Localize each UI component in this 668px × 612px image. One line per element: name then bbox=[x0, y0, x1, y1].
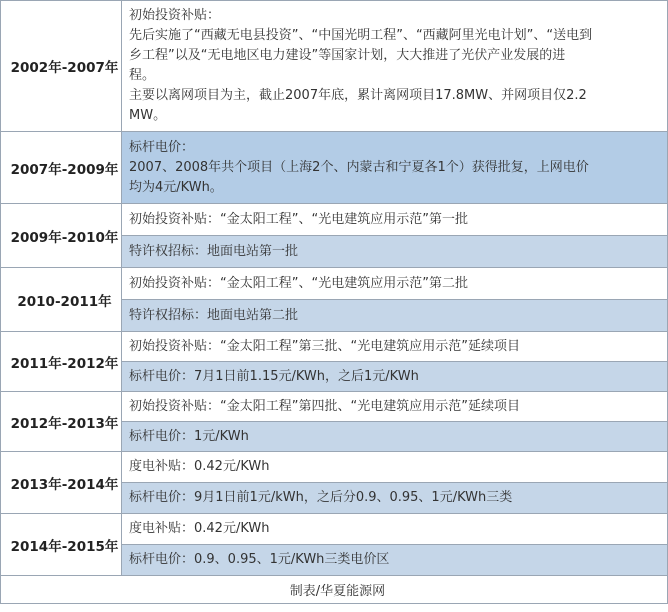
table-row bbox=[1, 392, 668, 422]
period-cell: 2011年-2012年 bbox=[1, 332, 122, 392]
policy-text-line: MW。 bbox=[129, 108, 167, 123]
table-row bbox=[1, 514, 668, 545]
policy-cell bbox=[122, 236, 668, 268]
table-row bbox=[1, 204, 668, 236]
policy-text-line: 先后实施了“西藏无电县投资”、“中国光明工程”、“西藏阿里光电计划”、“送电到 bbox=[129, 28, 593, 43]
policy-cell bbox=[122, 483, 668, 514]
period-cell: 2007年-2009年 bbox=[1, 132, 122, 204]
policy-text-line: 主要以离网项目为主，截止2007年底，累计离网项目17.8MW、并网项目仅2.2 bbox=[129, 88, 587, 103]
policy-text-line: 初始投资补贴：“金太阳工程”、“光电建筑应用示范”第一批 bbox=[129, 211, 468, 227]
policy-text-line: 均为4元/KWh。 bbox=[129, 179, 223, 195]
policy-text-line: 特许权招标：地面电站第一批 bbox=[129, 243, 299, 259]
policy-text-line: 乡工程”以及“无电地区电力建设”等国家计划，大大推进了光伏产业发展的进 bbox=[129, 48, 566, 63]
policy-text-line: 标杆电价：1元/KWh bbox=[129, 428, 249, 444]
table-footer-row bbox=[1, 576, 668, 604]
policy-cell bbox=[122, 392, 668, 422]
policy-text-line: 标杆电价：0.9、0.95、1元/KWh三类电价区 bbox=[129, 552, 390, 567]
policy-text-line: 度电补贴：0.42元/KWh bbox=[129, 459, 270, 474]
table-row bbox=[1, 132, 668, 204]
policy-text-line: 标杆电价：7月1日前1.15元/KWh，之后1元/KWh bbox=[129, 368, 419, 384]
source-credit: 制表/华夏能源网 bbox=[1, 576, 668, 604]
policy-text-line: 标杆电价： bbox=[129, 139, 195, 155]
period-cell: 2014年-2015年 bbox=[1, 514, 122, 576]
policy-cell bbox=[122, 332, 668, 362]
policy-text-line: 初始投资补贴：“金太阳工程”第四批、“光电建筑应用示范”延续项目 bbox=[129, 398, 520, 414]
policy-cell bbox=[122, 545, 668, 576]
policy-text-line: 初始投资补贴： bbox=[129, 8, 221, 23]
table-row bbox=[1, 332, 668, 362]
policy-cell bbox=[122, 132, 668, 204]
period-cell: 2013年-2014年 bbox=[1, 452, 122, 514]
period-cell: 2009年-2010年 bbox=[1, 204, 122, 268]
period-cell: 2010-2011年 bbox=[1, 268, 122, 332]
policy-text-line: 度电补贴：0.42元/KWh bbox=[129, 521, 270, 536]
table-row bbox=[1, 268, 668, 300]
policy-cell bbox=[122, 1, 668, 132]
period-cell: 2002年-2007年 bbox=[1, 1, 122, 132]
policy-cell bbox=[122, 362, 668, 392]
policy-cell bbox=[122, 452, 668, 483]
policy-text-line: 特许权招标：地面电站第二批 bbox=[129, 307, 299, 323]
policy-cell bbox=[122, 268, 668, 300]
policy-text-line: 2007、2008年共个项目（上海2个、内蒙古和宁夏各1个）获得批复，上网电价 bbox=[129, 159, 589, 175]
table-row bbox=[1, 452, 668, 483]
policy-text-line: 初始投资补贴：“金太阳工程”、“光电建筑应用示范”第二批 bbox=[129, 275, 468, 291]
policy-text-line: 标杆电价：9月1日前1元/kWh，之后分0.9、0.95、1元/KWh三类 bbox=[129, 490, 513, 505]
policy-text-line: 初始投资补贴：“金太阳工程”第三批、“光电建筑应用示范”延续项目 bbox=[129, 338, 520, 354]
policy-cell bbox=[122, 422, 668, 452]
policy-cell bbox=[122, 204, 668, 236]
policy-text-line: 程。 bbox=[129, 68, 156, 83]
table-row bbox=[1, 1, 668, 132]
policy-cell bbox=[122, 514, 668, 545]
period-cell: 2012年-2013年 bbox=[1, 392, 122, 452]
policy-cell bbox=[122, 300, 668, 332]
